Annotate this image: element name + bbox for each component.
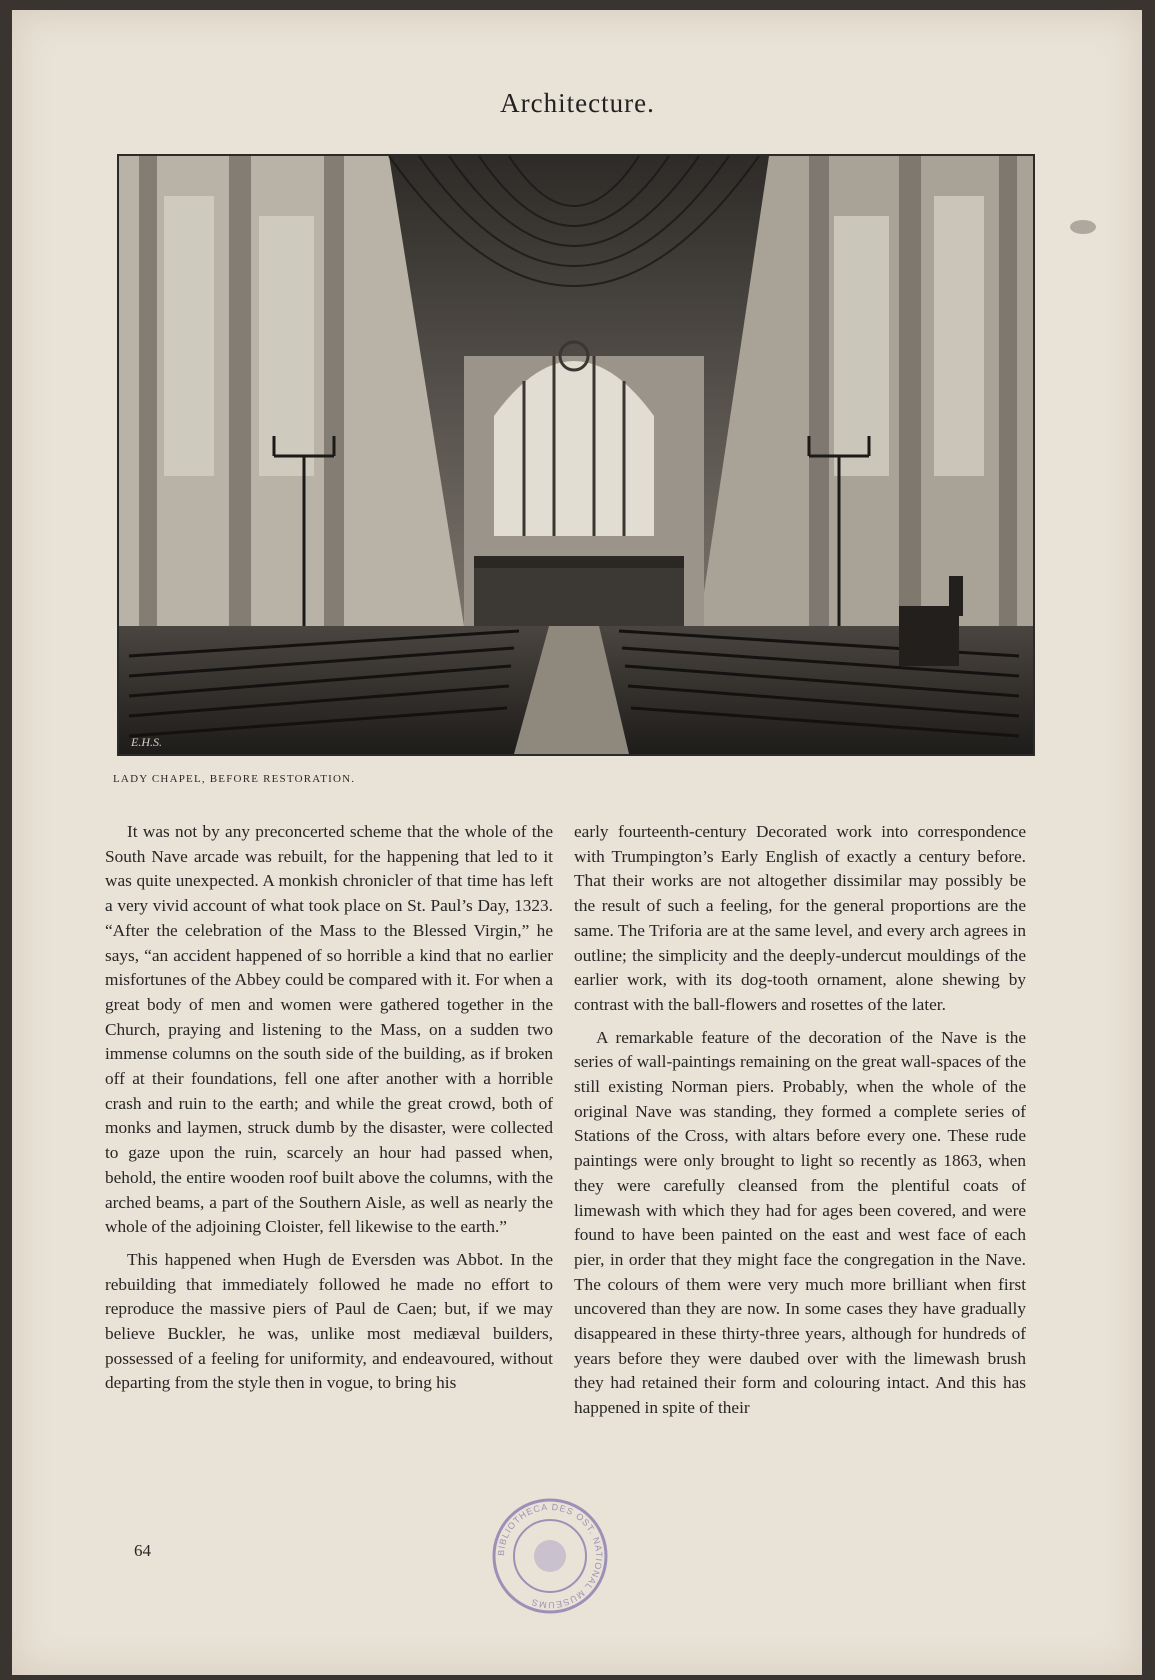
paragraph: This happened when Hugh de Eversden was Abbot. In the rebuilding that immediately followed he made no effort to reproduce the massive piers of Paul de Caen; but, if we may believe Buckler, he was, unlike most mediæval builders, possessed of a feeling for uniformity, and endeavoured, without departing from the style then in vogue, to bring his: [105, 1249, 553, 1393]
paragraph: early fourteenth-century Decorated work into correspondence with Trumpington’s Early English of exactly a century before. That their works are not altogether dissimilar may possibly be the result of such a feeling, for the general proportions are the same. The Triforia are at the same level, and every arch agrees in outline; the simplicity and the deeply-undercut mouldings of the earlier work, with its dog-tooth ornament, alone shewing by contrast with the ball-flowers and rosettes of the later.: [574, 822, 1026, 1014]
page-title: Architecture.: [500, 88, 655, 118]
photo-signature: E.H.S.: [131, 735, 162, 749]
ink-smudge: [1070, 220, 1096, 234]
left-text-column: [105, 820, 553, 1404]
paragraph: It was not by any preconcerted scheme that the whole of the South Nave arcade was rebuilt, for the happening that led to it was quite unexpected. A monkish chronicler of that time has left a very vivid account of what took place on St. Paul’s Day, 1323. “After the celebration of the Mass to the Blessed Virgin,” he says, “an accident happened of so horrible a kind that no earlier misfortunes of the Abbey could be compared with it. For when a great body of men and women were gathered together in the Church, praying and listening to the Mass, on a sudden two immense columns on the south side of the building, as if broken off at their foundations, fell one after another with a horrible crash and ruin to the earth; and while the great crowd, both of monks and laymen, struck dumb by the disaster, were collected to gaze upon the ruin, scarcely an hour had passed when, behold, the entire wooden roof built above the columns, with the arched beams, a part of the Southern Aisle, as well as nearly the whole of the adjoining Cloister, fell likewise to the earth.”: [105, 822, 553, 1237]
right-text-column: [574, 820, 1026, 1429]
library-stamp: [490, 1496, 610, 1616]
figure-caption: LADY CHAPEL, BEFORE RESTORATION.: [113, 773, 356, 785]
lady-chapel-photograph: [117, 154, 1035, 756]
page-number: 64: [134, 1541, 151, 1560]
paragraph: A remarkable feature of the decoration of the Nave is the series of wall-paintings remaining on the great wall-spaces of the still existing Norman piers. Probably, when the whole of the original Nave was standing, they formed a complete series of Stations of the Cross, with altars before every one. These rude paintings were only brought to light so recently as 1863, when they were carefully cleansed from the plentiful coats of limewash with which they had for ages been covered, and were found to have been painted on the east and west face of each pier, in order that they might face the congregation in the Nave. The colours of them were very much more brilliant when first uncovered than they are now. In some cases they have gradually disappeared in these thirty-three years, although for hundreds of years before they were daubed over with the limewash brush they had retained their form and colouring intact. And this has happened in spite of their: [574, 1027, 1026, 1418]
stamp-text: BIBLIOTHECA DES OST. NATIONAL MUSEUMS: [495, 1501, 605, 1611]
